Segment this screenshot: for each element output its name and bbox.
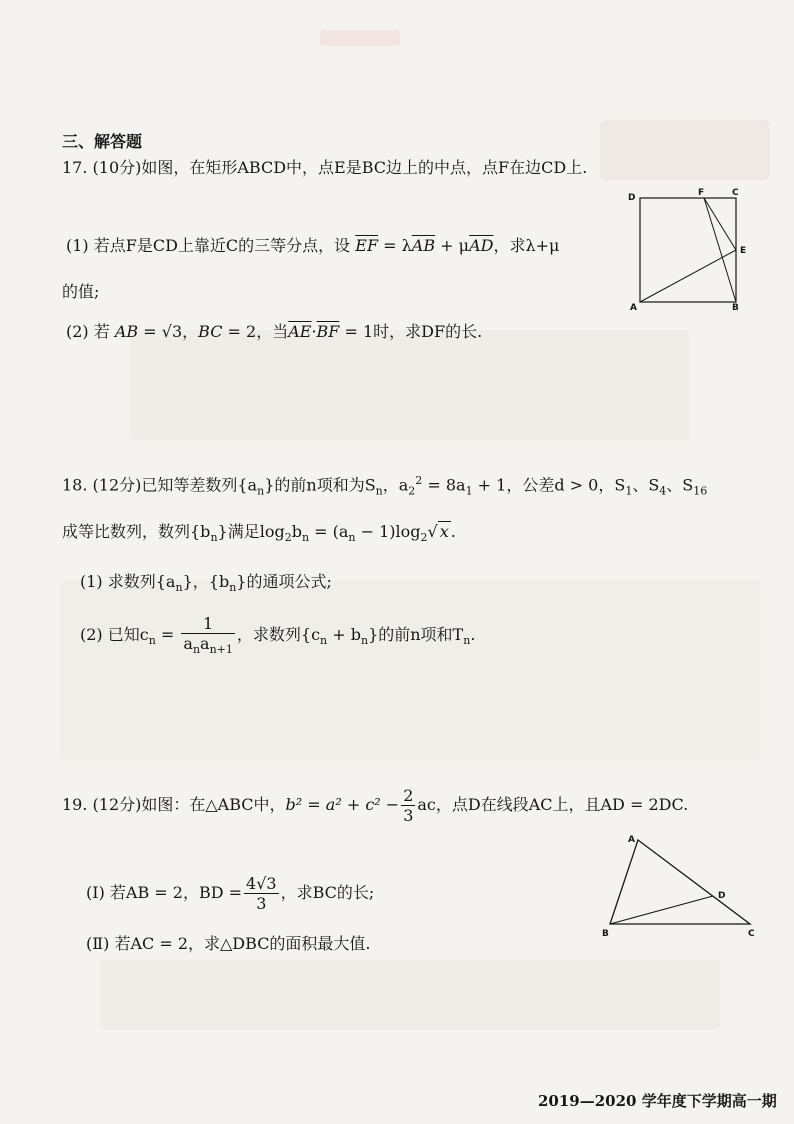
label-d: D [628, 193, 636, 203]
bleed-through-mark [60, 580, 760, 760]
label-a: A [628, 835, 635, 845]
vector-ef: $\overline{EF}$ [355, 236, 379, 255]
vector-ae: $\overline{AE}$ [288, 322, 312, 341]
label-c: C [732, 188, 739, 198]
fraction: $\frac{1}{a_na_{n+1}}$ [183, 614, 233, 657]
fraction: $\frac{4√3}{3}$ [246, 874, 277, 914]
vector-ad: $\overline{AD}$ [469, 236, 494, 255]
fraction: $\frac{2}{3}$ [403, 786, 414, 826]
q18-line2: 成等比数列，数列$\{b_n\}$满足$\log_2b_n = (a_n - 1)\log_2√$ x . [62, 522, 456, 545]
segment-fb [704, 198, 736, 302]
q17-header: 17. (10分)如图，在矩形ABCD中，点E是BC边上的中点，点F在边CD上. [62, 158, 588, 177]
triangle-figure [598, 830, 768, 940]
label-c: C [748, 929, 755, 939]
footer-title: 2019—2020 学年度下学期高一期 [538, 1092, 777, 1110]
red-stamp-mark [320, 30, 400, 46]
label-a: A [630, 303, 637, 313]
q17-part1-line2: 的值; [62, 282, 100, 301]
label-d: D [718, 891, 726, 901]
segment-fe [704, 198, 736, 250]
q19-header: 19. (12分)如图：在△ABC中，b² = a² + c² − $\frac{2}{3}$ ac，点D在线段AC上，且AD = 2DC. [62, 786, 689, 826]
q18-part2: (2) 已知$c_n$ = $\frac{1}{a_na_{n+1}}$ ，求数列$\{c_n + b_n\}$的前n项和$T_n$. [80, 614, 476, 657]
q18-header: 18. (12分)已知等差数列$\{a_n\}$的前n项和为$S_n$，$a_2^2 = 8a_1 + 1$，公差d > 0，$S_1$、$S_4$、$S_{16}$ [62, 474, 708, 498]
label-e: E [740, 246, 747, 256]
triangle-abc [610, 840, 750, 924]
bleed-through-mark [130, 330, 690, 440]
rectangle-figure [622, 186, 752, 314]
bleed-through-mark [600, 120, 770, 180]
label-b: B [602, 929, 609, 939]
segment-ae [640, 250, 736, 302]
section-title: 三、解答题 [62, 132, 143, 151]
q19-part2: (Ⅱ) 若AC = 2，求△DBC的面积最大值. [86, 934, 371, 953]
q17-part1-line1: (1) 若点F是CD上靠近C的三等分点，设 $\overline{EF} = \lambda\overline{AB} + \mu\overline{AD}$，求λ+μ [66, 236, 560, 255]
vector-ab: $\overline{AB}$ [411, 236, 436, 255]
rectangle-abcd [640, 198, 736, 302]
q18-part1: (1) 求数列$\{a_n\}$，$\{b_n\}$的通项公式; [80, 572, 332, 595]
segment-bd [610, 896, 713, 924]
label-f: F [698, 188, 705, 198]
bleed-through-mark [100, 960, 720, 1030]
vector-bf: $\overline{BF}$ [316, 322, 340, 341]
label-b: B [732, 303, 739, 313]
q17-part2: (2) 若 AB = √3，BC = 2，当$\overline{AE}\cdot\overline{BF} = 1$时，求DF的长. [66, 322, 483, 341]
q19-part1: (Ⅰ) 若AB = 2，BD = $\frac{4√3}{3}$ ，求BC的长; [86, 874, 375, 914]
